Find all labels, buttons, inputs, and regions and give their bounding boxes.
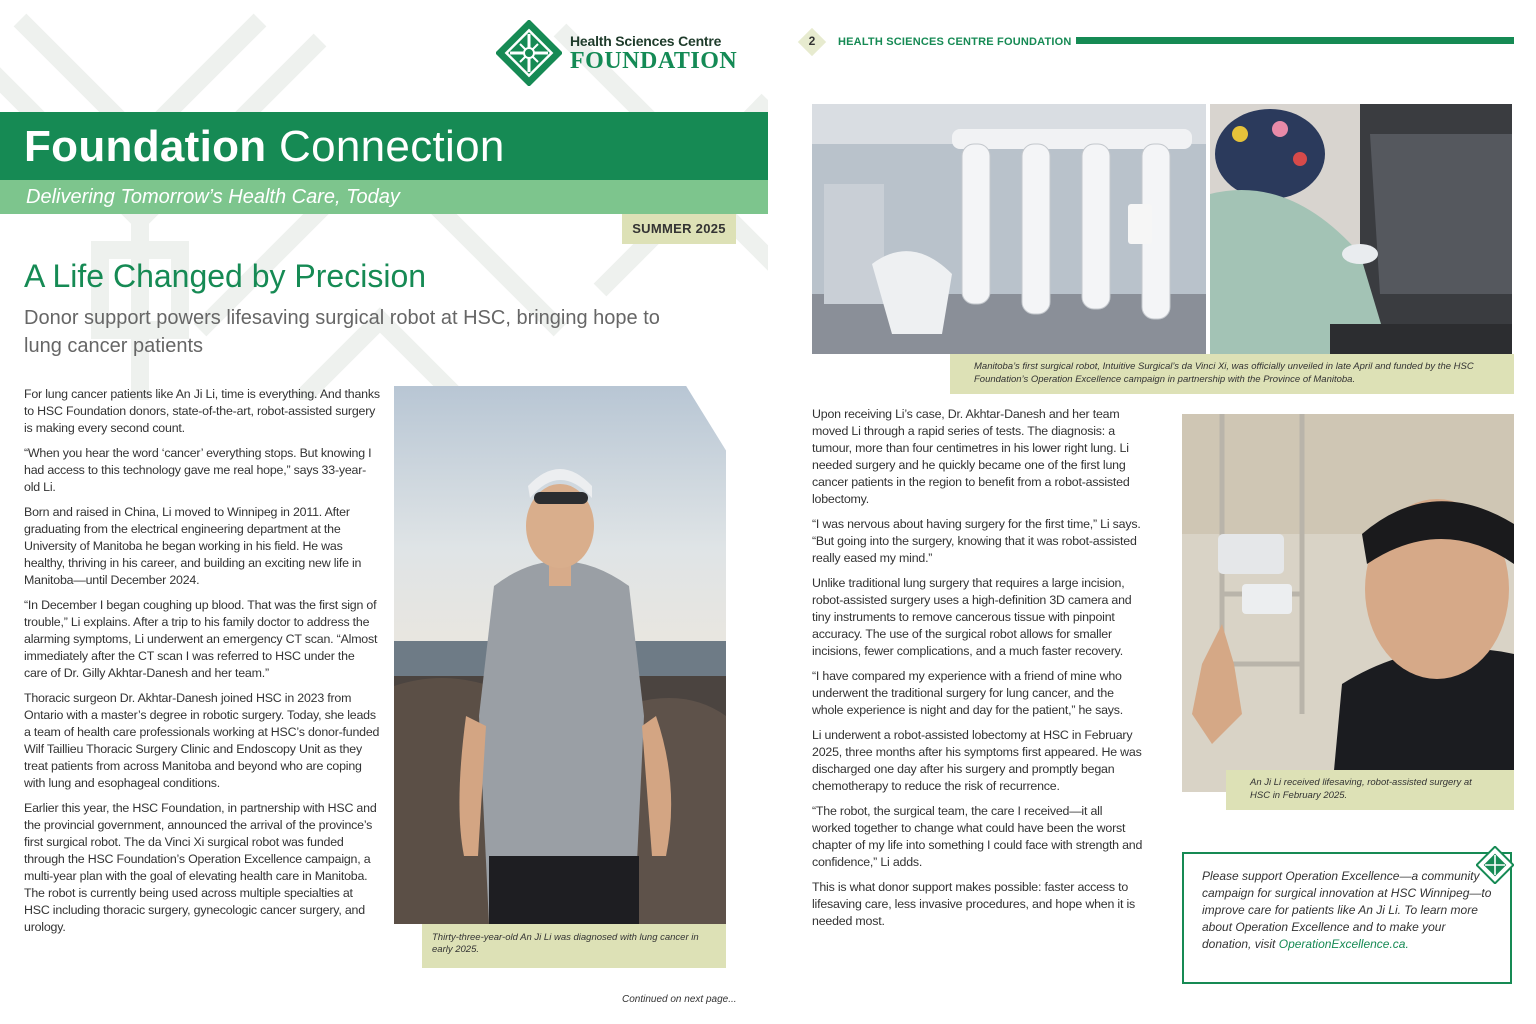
paragraph: Born and raised in China, Li moved to Winnipeg in 2011. After graduating from the electrical engineering department at the University of Manitoba he began working in his field. He was healthy, thriving in his career, and building an exciting new life in Manitoba—until December 2024. [24,505,362,587]
right-page [768,0,1536,1024]
article-deck: Donor support powers lifesaving surgical robot at HSC, bringing hope to lung cancer patients [24,307,660,357]
continued-note: Continued on next page... [622,994,737,1005]
portrait-photo [394,386,726,924]
patient-caption: An Ji Li received lifesaving, robot-assisted surgery at HSC in February 2025. [1226,770,1514,810]
article-headline: A Life Changed by Precision [24,258,427,294]
paragraph: Unlike traditional lung surgery that requires a large incision, robot-assisted surgery uses a high-definition 3D camera and tiny instruments to remove cancerous tissue with pinpoint accuracy. The use of the surgical robot allows for smaller incisions, fewer complications, and a much faster recovery. [812,576,1132,658]
right-column-text [812,406,1144,938]
paragraph: Thoracic surgeon Dr. Akhtar-Danesh joined HSC in 2023 from Ontario with a master’s degree in robotic surgery. Today, she leads a team of health care professionals working at HSC’s donor-funded Wilf Taillieu Thoracic Surgery Clinic and Endoscopy Unit as they treat patients from across Manitoba and beyond who are coping with lung and esophageal conditions. [24,691,380,790]
paragraph: Li underwent a robot-assisted lobectomy at HSC in February 2025, three months after his symptoms first appeared. He was discharged one day after his surgery and promptly began chemotherapy to reduce the risk of recurrence. [812,728,1142,793]
donation-callout [1182,852,1512,984]
paragraph: Upon receiving Li’s case, Dr. Akhtar-Danesh and her team moved Li through a rapid series of tests. The diagnosis: a tumour, more than four centimetres in his lower right lung. Li needed surgery and he quickly became one of the first lung cancer patients in the region to benefit from a robot-assisted lobectomy. [812,407,1130,506]
tagline: Delivering Tomorrow’s Health Care, Today [26,186,400,208]
running-header-title: HEALTH SCIENCES CENTRE FOUNDATION [838,36,1072,48]
logo-line2: FOUNDATION [570,48,738,74]
paragraph: “I have compared my experience with a friend of mine who underwent the traditional surgery for lung cancer, and the whole experience is night and day for the patient,” he says. [812,669,1124,717]
patient-photo [1182,414,1514,792]
paragraph: “I was nervous about having surgery for the first time,” Li says. “But going into the surgery, knowing that it was robot-assisted really eased my mind.” [812,517,1141,565]
masthead-title-light: Connection [279,122,505,171]
masthead-banner [0,112,768,180]
paragraph: This is what donor support makes possible: faster access to lifesaving care, less invasive procedures, and hope when it is needed most. [812,880,1136,928]
tagline-bar [0,180,768,214]
paragraph: “When you hear the word ‘cancer’ everything stops. But knowing I had access to this technology gave me real hope,” says 33-year-old Li. [24,446,372,494]
surgeon-photo [1210,104,1512,354]
robot-caption: Manitoba’s first surgical robot, Intuitive Surgical’s da Vinci Xi, was officially unveiled in late April and funded by the HSC Foundation’s Operation Excellence campaign in partnership with the Province of Manitoba. [950,354,1514,394]
issue-badge: SUMMER 2025 [622,214,736,244]
logo-icon [496,20,562,86]
paragraph: “In December I began coughing up blood. That was the first sign of trouble,” Li explains. After a trip to his family doctor to address the alarming symptoms, Li underwent an emergency CT scan. “Almost immediately after the CT scan I was referred to HSC under the care of Dr. Gilly Akhtar-Danesh and her team.” [24,598,378,680]
left-column-text [24,386,380,944]
donation-link[interactable]: OperationExcellence.ca. [1278,937,1409,951]
masthead-title [24,122,505,172]
masthead-title-bold: Foundation [24,122,267,171]
page-number-badge [798,28,826,56]
foundation-logo [496,20,737,86]
logo-line1: Health Sciences Centre [570,33,722,49]
paragraph: “The robot, the surgical team, the care I received—it all worked together to change what could have been the worst chapter of my life into something I could face with strength and confidence,” Li adds. [812,804,1143,869]
portrait-caption: Thirty-three-year-old An Ji Li was diagnosed with lung cancer in early 2025. [422,924,726,968]
paragraph: For lung cancer patients like An Ji Li, time is everything. And thanks to HSC Foundation donors, state-of-the-art, robot-assisted surgery is making every second count. [24,387,380,435]
header-rule [1076,37,1514,44]
page-number: 2 [808,34,816,48]
paragraph: Earlier this year, the HSC Foundation, in partnership with HSC and the provincial government, announced the arrival of the province’s first surgical robot. The da Vinci Xi surgical robot was funded through the HSC Foundation’s Operation Excellence campaign, a multi-year plan with the goal of elevating health care in Manitoba. The robot is currently being used across multiple specialties at HSC including thoracic surgery, gynecologic cancer surgery, and urology. [24,801,377,934]
robot-photo [812,104,1206,354]
running-header [798,28,1072,56]
logo-icon [1476,846,1514,884]
callout-text: Please support Operation Excellence—a community campaign for surgical innovation at HSC Winnipeg—to improve care for patients like An Ji Li. To learn more about Operation Excellence and to make your donation, visit [1202,869,1492,951]
